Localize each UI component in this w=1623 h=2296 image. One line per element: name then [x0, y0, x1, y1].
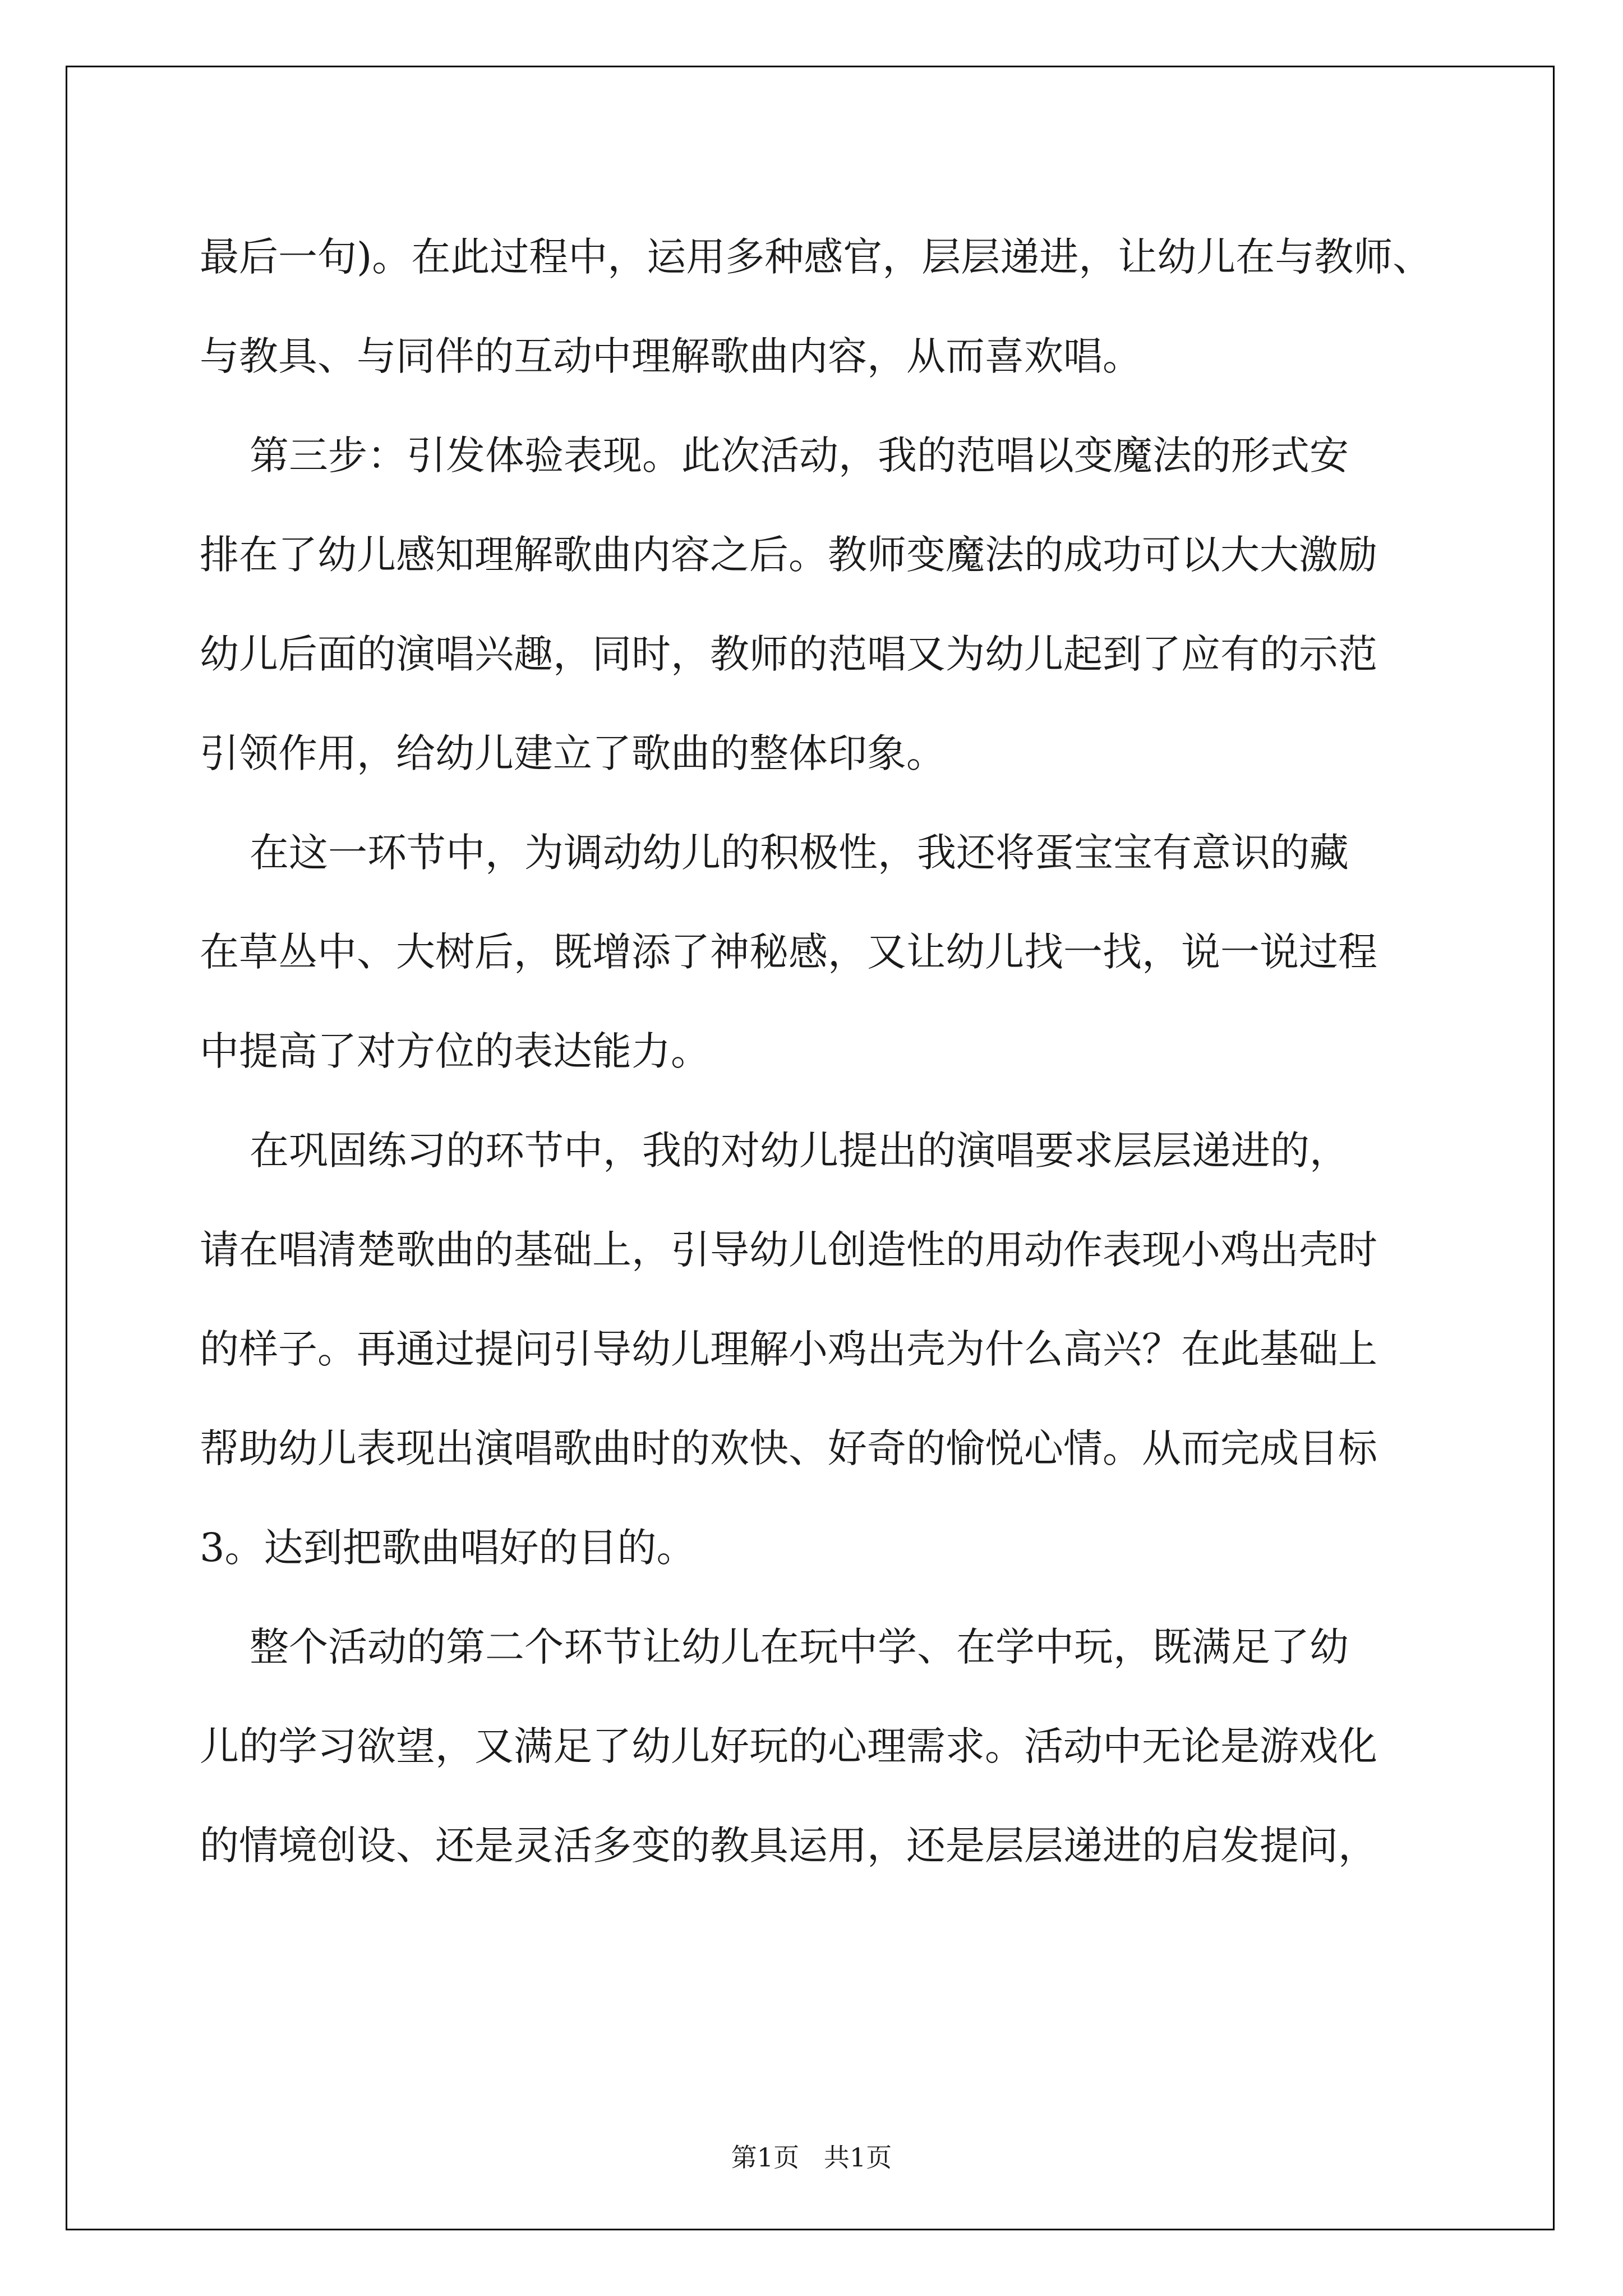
text-line: 整个活动的第二个环节让幼儿在玩中学、在学中玩，既满足了幼: [200, 1624, 1349, 1670]
text-line: 的样子。再通过提问引导幼儿理解小鸡出壳为什么高兴？在此基础上: [200, 1326, 1377, 1372]
text-line: 在巩固练习的环节中，我的对幼儿提出的演唱要求层层递进的，: [200, 1128, 1349, 1174]
text-line: 最后一句)。在此过程中，运用多种感官，层层递进，让幼儿在与教师、: [200, 234, 1432, 280]
text-line: 儿的学习欲望，又满足了幼儿好玩的心理需求。活动中无论是游戏化: [200, 1723, 1377, 1769]
text-line: 帮助幼儿表现出演唱歌曲时的欢快、好奇的愉悦心情。从而完成目标: [200, 1425, 1377, 1471]
text-line: 引领作用，给幼儿建立了歌曲的整体印象。: [200, 730, 946, 776]
text-line: 在这一环节中，为调动幼儿的积极性，我还将蛋宝宝有意识的藏: [200, 830, 1349, 876]
text-line: 第三步：引发体验表现。此次活动，我的范唱以变魔法的形式安: [200, 432, 1349, 478]
text-line: 中提高了对方位的表达能力。: [200, 1028, 710, 1074]
text-line: 请在唱清楚歌曲的基础上，引导幼儿创造性的用动作表现小鸡出壳时: [200, 1227, 1377, 1273]
text-line: 幼儿后面的演唱兴趣，同时，教师的范唱又为幼儿起到了应有的示范: [200, 631, 1377, 677]
page-footer: 第1页 共1页: [731, 2142, 892, 2173]
document-body: [200, 208, 1432, 1895]
text-line: 在草丛中、大树后，既增添了神秘感，又让幼儿找一找，说一说过程: [200, 929, 1377, 975]
text-line: 的情境创设、还是灵活多变的教具运用，还是层层递进的启发提问，: [200, 1823, 1377, 1869]
text-line: 与教具、与同伴的互动中理解歌曲内容，从而喜欢唱。: [200, 333, 1142, 379]
text-line: 3。达到把歌曲唱好的目的。: [200, 1525, 696, 1571]
text-line: 排在了幼儿感知理解歌曲内容之后。教师变魔法的成功可以大大激励: [200, 532, 1377, 578]
